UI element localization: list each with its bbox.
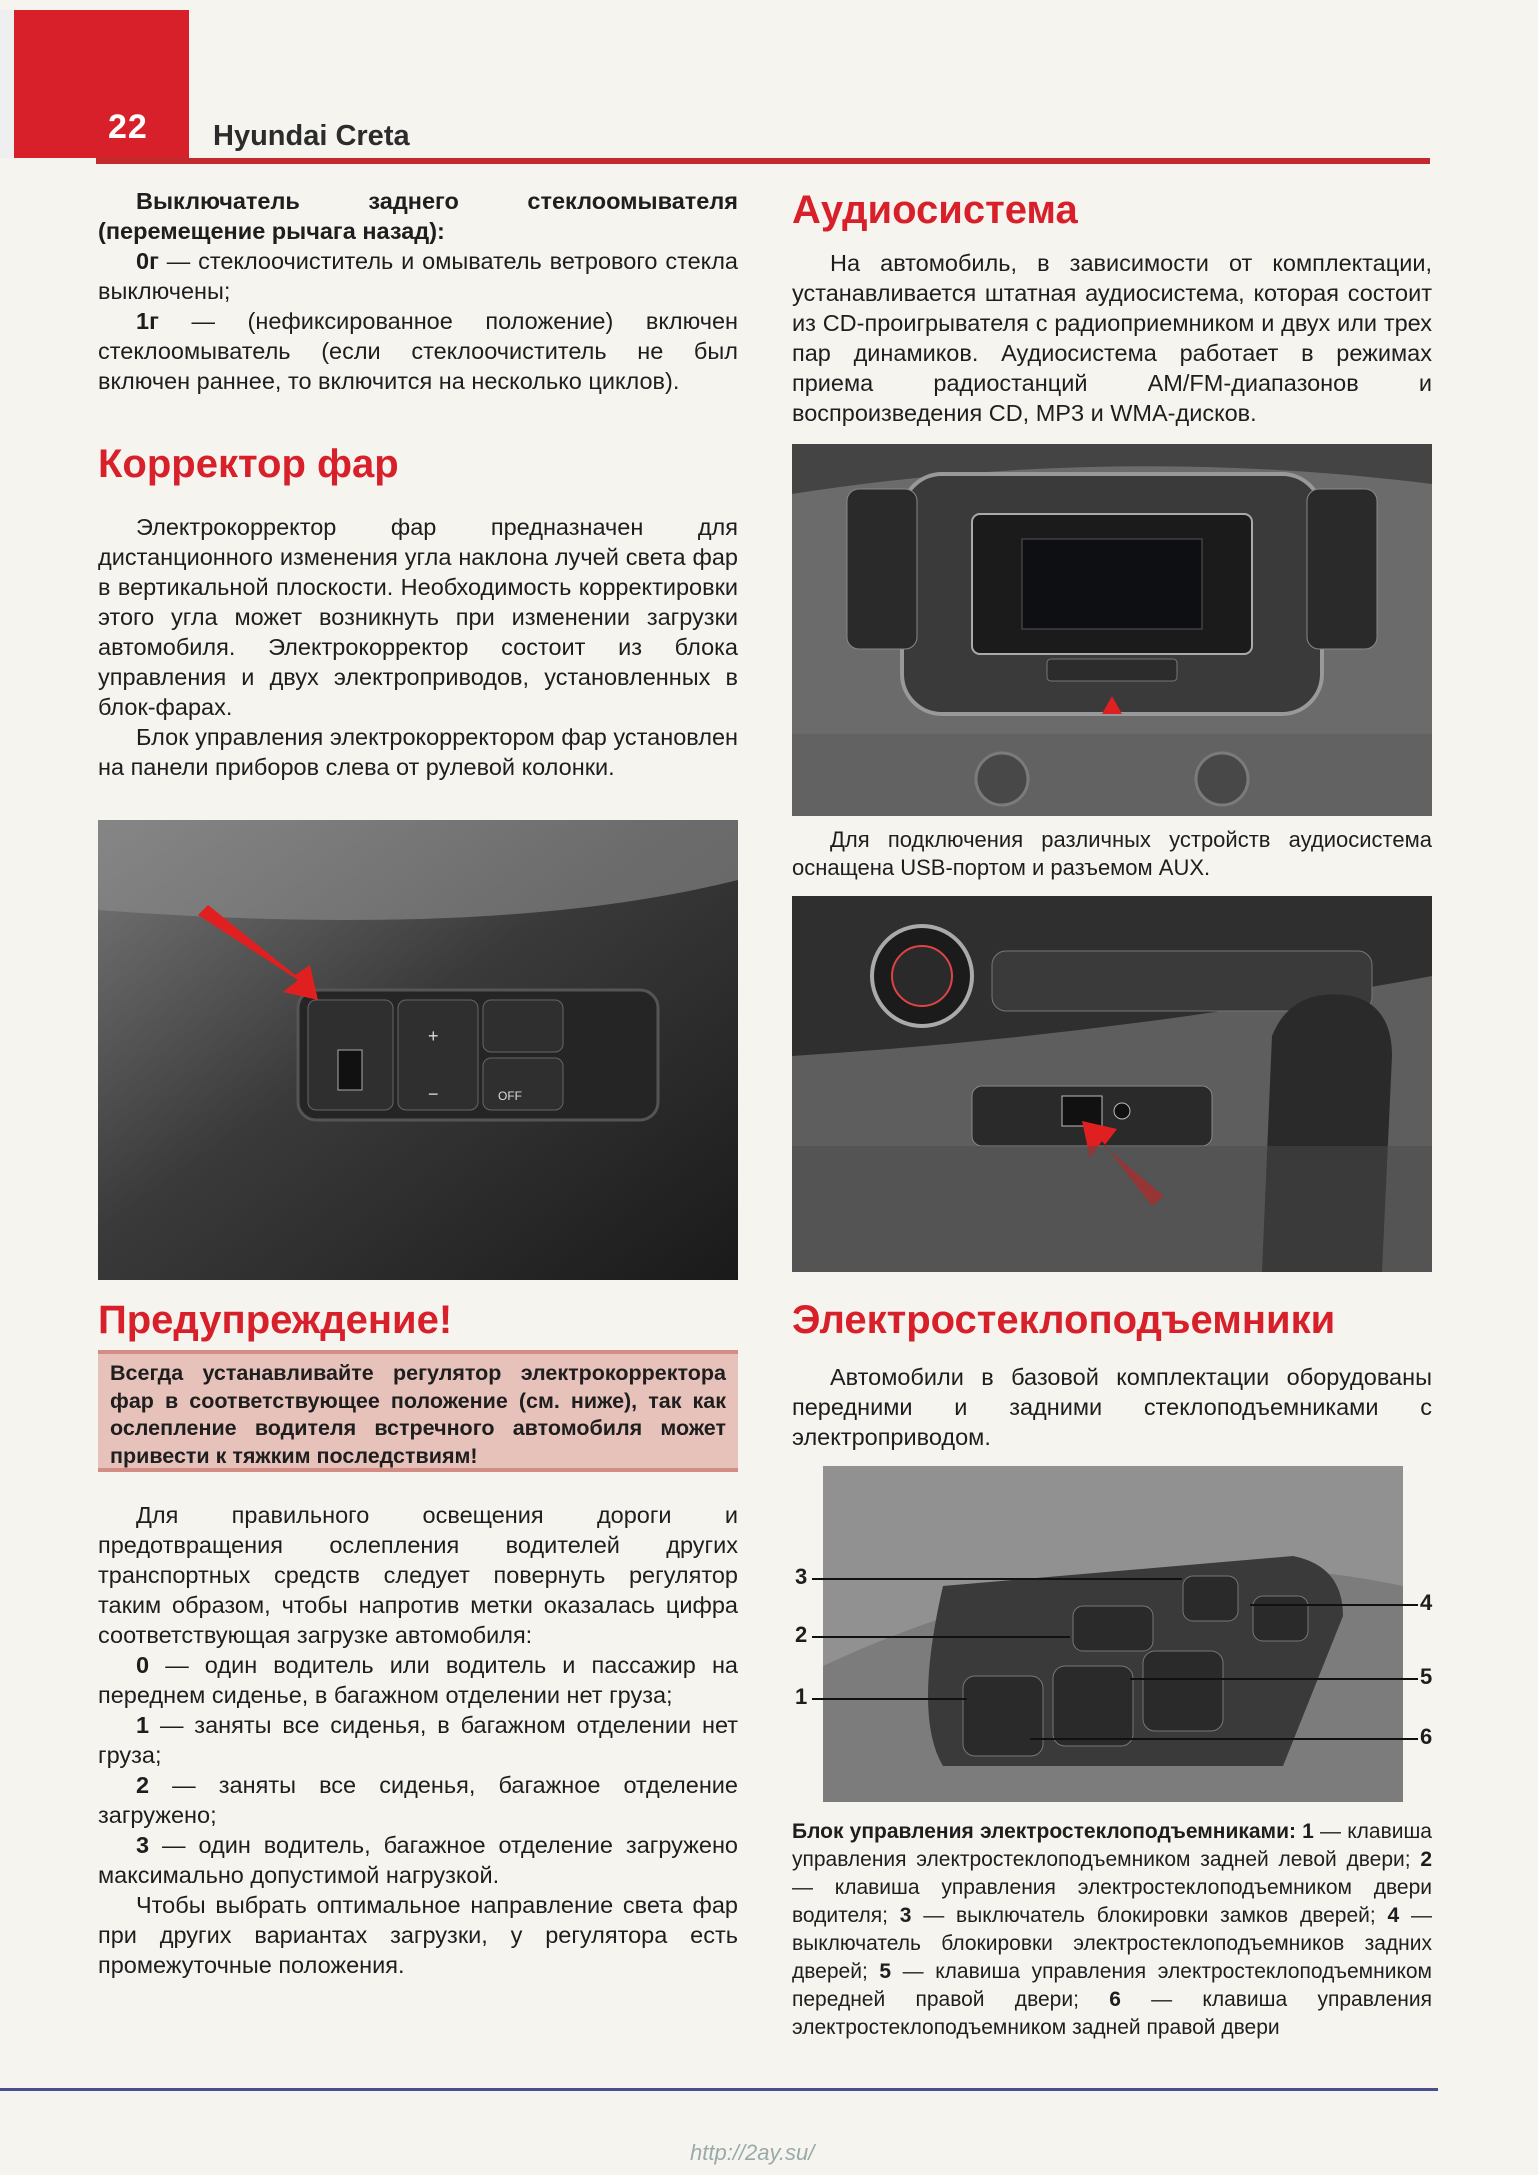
load-item <box>98 1710 738 1770</box>
caption-item-key: 1 <box>1302 1820 1314 1843</box>
washer-0-text: — стеклоочиститель и омыватель ветрового стекла выключены; <box>98 248 738 304</box>
header-rule <box>96 158 1430 164</box>
corrector-paragraph-2: Блок управления электрокорректором фар установлен на панели приборов слева от рулевой колонки. <box>98 724 738 780</box>
callout-1: 1 <box>795 1684 808 1709</box>
callout-5-line <box>1130 1678 1418 1680</box>
load-item <box>98 1830 738 1890</box>
window-switch-photo <box>823 1466 1403 1802</box>
audio-paragraph: На автомобиль, в зависимости от комплектации, устанавливается штатная аудиосистема, которая состоит из CD-проигрывателя с радиоприемником и двух или трех пар динамиков. Аудиосистема работает в режимах приема радиостанций AM/FM-диапазонов и воспроизведения CD, MP3 и WMA-дисков. <box>792 250 1432 426</box>
load-item <box>98 1650 738 1710</box>
callout-5: 5 <box>1420 1664 1433 1689</box>
warning-text: Всегда устанавливайте регулятор электрокорректора фар в соответствующее положение (см. ниже), так как ослепление водителя встречного автомобиля может привести к тяжким последствиям! <box>110 1361 726 1468</box>
caption-item-text: — выключатель блокировки электростеклоподъемников задних дверей; <box>792 1904 1432 1983</box>
caption-item-text: — клавиша управления электростеклоподъемником передней правой двери; <box>792 1960 1432 2011</box>
warning-box <box>98 1350 738 1472</box>
corrector-title: Корректор фар <box>98 442 399 486</box>
caption-item-key: 5 <box>879 1960 892 1983</box>
load-item-text: — один водитель, багажное отделение загружено максимально допустимой нагрузкой. <box>98 1832 738 1888</box>
caption-item-key: 6 <box>1109 1988 1121 2011</box>
load-item-key: 1 <box>136 1712 150 1738</box>
book-title: Hyundai Creta <box>213 120 410 152</box>
callout-3-line <box>812 1578 1182 1580</box>
window-switch-caption <box>792 1818 1432 2042</box>
final-paragraph: Чтобы выбрать оптимальное направление света фар при других вариантах загрузки, у регулятора есть промежуточные положения. <box>98 1892 738 1978</box>
caption-item-text: — клавиша управления электростеклоподъемником задней левой двери; <box>792 1820 1432 1871</box>
load-item-text: — один водитель или водитель и пассажир на переднем сиденье, в багажном отделении нет груза; <box>98 1652 738 1708</box>
svg-text:−: − <box>428 1084 439 1104</box>
lighting-paragraph: Для правильного освещения дороги и предотвращения ослепления водителей других транспортных средств следует повернуть регулятор таким образом, чтобы напротив метки оказалась цифра соответствующая загрузке автомобиля: <box>98 1502 738 1648</box>
corrector-section <box>98 440 738 782</box>
callout-4-line <box>1250 1604 1418 1606</box>
watermark: http://2ay.su/ <box>690 2140 815 2165</box>
page-number-badge <box>0 10 189 158</box>
caption-item <box>900 1904 1388 1927</box>
svg-text:+: + <box>428 1026 439 1046</box>
callout-2-line <box>812 1636 1070 1638</box>
audio-title: Аудиосистема <box>792 188 1078 232</box>
callout-3: 3 <box>795 1564 808 1589</box>
windows-section <box>792 1296 1432 1452</box>
washer-heading: Выключатель заднего стеклоомывателя (перемещение рычага назад): <box>98 188 738 244</box>
washer-1-key: 1г <box>136 308 159 334</box>
caption-heading: Блок управления электростеклоподъемниками: <box>792 1820 1296 1843</box>
washer-section <box>98 186 738 396</box>
washer-1-text: — (нефиксированное положение) включен стеклоомыватель (если стеклоочиститель не был включен раннее, то включится на несколько циклов). <box>98 308 738 394</box>
corrector-paragraph-1: Электрокорректор фар предназначен для дистанционного изменения угла наклона лучей света фар в вертикальной плоскости. Необходимость корректировки этого угла может возникнуть при изменении загрузки автомобиля. Электрокорректор состоит из блока управления и двух электроприводов, установленных в блок-фарах. <box>98 514 738 720</box>
usb-aux-photo <box>792 896 1432 1272</box>
windows-paragraph: Автомобили в базовой комплектации оборудованы передними и задними стеклоподъемниками с электроприводом. <box>792 1364 1432 1450</box>
load-item <box>98 1770 738 1830</box>
svg-text:OFF: OFF <box>498 1089 522 1103</box>
load-item-key: 2 <box>136 1772 150 1798</box>
load-item-text: — заняты все сиденья, багажное отделение загружено; <box>98 1772 738 1828</box>
audio-section <box>792 186 1432 428</box>
warning-section <box>98 1296 738 1344</box>
usb-caption: Для подключения различных устройств аудиосистема оснащена USB-портом и разъемом AUX. <box>792 827 1432 880</box>
caption-item-text: — выключатель блокировки замков дверей; <box>911 1904 1388 1927</box>
audio-system-photo <box>792 444 1432 816</box>
page-number: 22 <box>108 108 148 146</box>
windows-title: Электростеклоподъемники <box>792 1298 1336 1342</box>
load-item-key: 0 <box>136 1652 150 1678</box>
caption-item-text: — клавиша управления электростеклоподъемником задней правой двери <box>792 1988 1432 2039</box>
callout-2: 2 <box>795 1622 808 1647</box>
footer-rule <box>0 2088 1438 2091</box>
washer-item-0 <box>98 246 738 306</box>
lighting-section <box>98 1500 738 1980</box>
headlight-control-photo <box>98 820 738 1280</box>
callout-6-line <box>1030 1738 1418 1740</box>
callout-4: 4 <box>1420 1590 1433 1615</box>
caption-item-key: 3 <box>899 1904 912 1927</box>
washer-item-1 <box>98 306 738 396</box>
caption-item-key: 4 <box>1387 1904 1400 1927</box>
load-item-text: — заняты все сиденья, в багажном отделении нет груза; <box>98 1712 738 1768</box>
caption-item-text: — клавиша управления электростеклоподъемником двери водителя; <box>792 1876 1432 1927</box>
callout-1-line <box>812 1698 967 1700</box>
warning-title: Предупреждение! <box>98 1298 453 1342</box>
callout-6: 6 <box>1420 1724 1433 1749</box>
caption-item-key: 2 <box>1420 1848 1432 1871</box>
washer-0-key: 0г <box>136 248 159 274</box>
load-item-key: 3 <box>136 1832 150 1858</box>
